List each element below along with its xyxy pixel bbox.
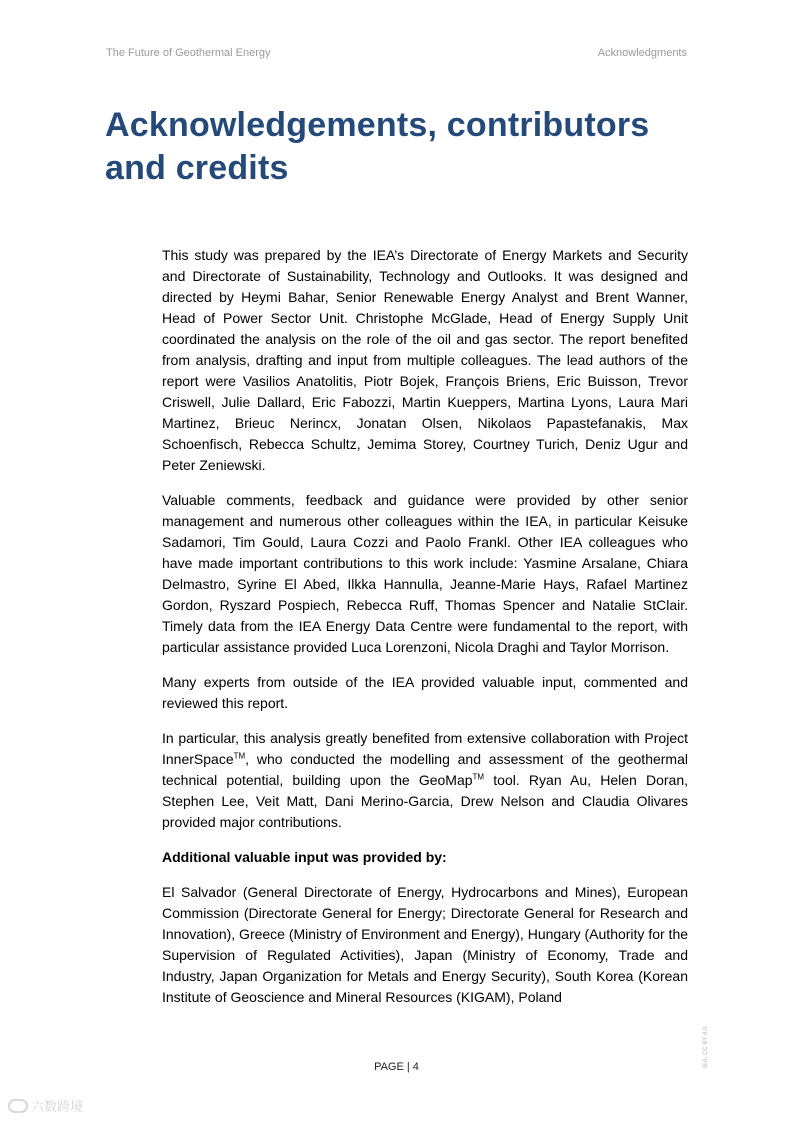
section-heading-additional-input: Additional valuable input was provided by: [162,849,447,865]
paragraph-authors: This study was prepared by the IEA’s Directorate of Energy Markets and Security and Directorate of Sustainability, Technology and Outlooks. It was designed and directed by Heymi Bahar, Senior Renewable Energy Analyst and Brent Wanner, Head of Power Sector Unit. Christophe McGlade, Head of Energy Supply Unit coordinated the analysis on the role of the oil and gas sector. The report benefited from analysis, drafting and input from multiple colleagues. The lead authors of the report were Vasilios Anatolitis, Piotr Bojek, François Briens, Eric Buisson, Trevor Criswell, Julie Dallard, Eric Fabozzi, Martin Kueppers, Martina Lyons, Laura Mari Martinez, Brieuc Nerincx, Jonatan Olsen, Nikolaos Papastefanakis, Max Schoenfisch, Rebecca Schultz, Jemima Storey, Courtney Turich, Deniz Ugur and Peter Zeniewski. [162,247,688,473]
watermark-text: 六数跨境 [31,1099,84,1114]
running-header-section: Acknowledgments [597,47,687,59]
paragraph-innerspace: In particular, this analysis greatly benefited from extensive collaboration with Project InnerSpace™, who conducted the modelling and assessment of the geothermal technical potential, building upon the GeoMap™ tool. Ryan Au, Helen Doran, Stephen Lee, Veit Matt, Dani Merino-Garcia, Drew Nelson and Claudia Olivares provided major contributions. [162,730,688,830]
running-header-title: The Future of Geothermal Energy [106,47,271,59]
trademark-mark: TM [233,751,246,761]
paragraph-institutions: El Salvador (General Directorate of Energy, Hydrocarbons and Mines), European Commission (Directorate General for Energy; Directorate General for Research and Innovation), Greece (Ministry of Environment and Energy), Hungary (Authority for the Supervision of Regulated Activities), Japan (Ministry of Economy, Trade and Industry, Japan Organization for Metals and Energy Security), South Korea (Korean Institute of Geoscience and Mineral Resources (KIGAM), Poland [162,884,689,1005]
page-title-line2: and credits [105,149,289,187]
page-title-line1: Acknowledgements, contributors [105,106,650,144]
page-title [105,104,649,190]
paragraph-external-experts: Many experts from outside of the IEA provided valuable input, commented and reviewed this report. [162,674,688,711]
body-text [162,245,688,1022]
paragraph-iea-colleagues: Valuable comments, feedback and guidance were provided by other senior management and numerous other colleagues within the IEA, in particular Keisuke Sadamori, Tim Gould, Laura Cozzi and Paolo Frankl. Other IEA colleagues who have made important contributions to this work include: Yasmine Arsalane, Chiara Delmastro, Syrine El Abed, Ilkka Hannulla, Jeanne-Marie Hays, Rafael Martinez Gordon, Ryszard Pospiech, Rebecca Ruff, Thomas Spencer and Natalie StClair. Timely data from the IEA Energy Data Centre were fundamental to the report, with particular assistance provided Luca Lorenzoni, Nicola Draghi and Taylor Morrison. [162,492,688,655]
watermark [8,1096,83,1115]
watermark-logo-icon [8,1099,28,1113]
page-number: PAGE | 4 [374,1061,419,1073]
trademark-mark: TM [472,772,485,782]
license-note: IEA. CC BY 4.0. [703,1025,709,1068]
